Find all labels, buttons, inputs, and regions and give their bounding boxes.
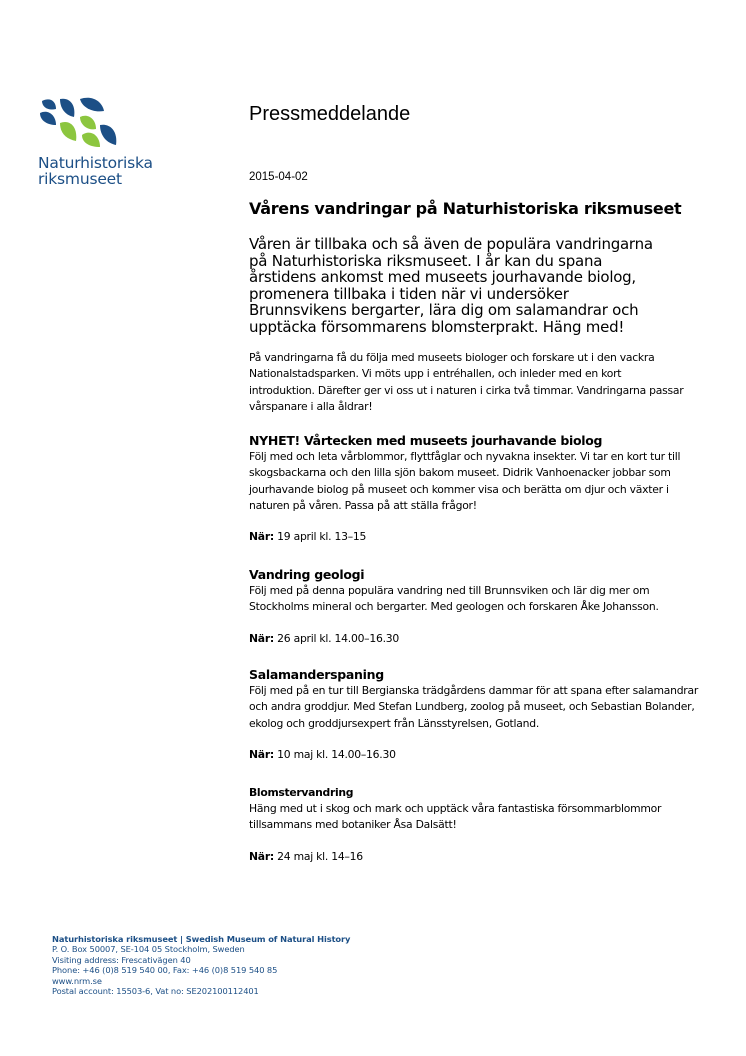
section-when xyxy=(249,632,699,645)
when-label: När: xyxy=(249,631,274,645)
when-value: 24 maj kl. 14–16 xyxy=(273,849,363,863)
when-value: 26 april kl. 14.00–16.30 xyxy=(273,631,399,645)
section-salamander xyxy=(249,667,699,761)
section-text: Följ med på en tur till Bergianska trädgårdens dammar för att spana efter salamandrar och andra groddjur. Med Stefan Lundberg, zoolog på museet, och Sebastian Bolander, ekolog och groddjursexpert från Länsstyrelsen, Gotland. xyxy=(249,684,699,730)
footer-phone: Phone: +46 (0)8 519 540 00, Fax: +46 (0)8 519 540 85 xyxy=(52,965,278,976)
section-heading: Vandring geologi xyxy=(249,567,365,582)
publish-date: 2015-04-02 xyxy=(249,171,308,183)
footer-visiting-address: Visiting address: Frescativägen 40 xyxy=(52,954,191,965)
section-text: Följ med på denna populära vandring ned till Brunnsviken och lär dig mer om Stockholms mineral och bergarter. Med geologen och forskaren Åke Johansson. xyxy=(249,584,659,614)
footer-postal-account: Postal account: 15503-6, Vat no: SE202100112401 xyxy=(52,986,259,997)
when-label: När: xyxy=(249,530,274,544)
section-vartecken xyxy=(249,433,699,543)
section-heading: NYHET! Vårtecken med museets jourhavande biolog xyxy=(249,433,603,448)
leaf-logo-icon xyxy=(38,95,118,149)
intro-paragraph: På vandringarna få du följa med museets biologer och forskare ut i den vackra Nationalstadsparken. Vi möts upp i entréhallen, och inleder med en kort introduktion. Därefter ger vi oss ut i naturen i cirka två timmar. Vandringarna passar vårspanare i alla åldrar! xyxy=(249,351,684,413)
logo-text-line2: riksmuseet xyxy=(38,170,122,188)
page-title: Vårens vandringar på Naturhistoriska riksmuseet xyxy=(249,199,682,218)
section-geologi xyxy=(249,567,699,645)
when-value: 10 maj kl. 14.00–16.30 xyxy=(273,747,396,761)
section-text: Följ med och leta vårblommor, flyttfåglar och nyvakna insekter. Vi tar en kort tur till skogsbackarna och den lilla sjön bakom museet. Didrik Vanhoenacker jobbar som jourhavande biolog på museet och kommer visa och berätta om djur och växter i naturen på våren. Passa på att ställa frågor! xyxy=(249,450,681,512)
footer-address: P. O. Box 50007, SE-104 05 Stockholm, Sweden xyxy=(52,944,245,955)
section-blomster xyxy=(249,785,699,863)
section-when xyxy=(249,850,699,863)
section-heading: Blomstervandring xyxy=(249,786,354,799)
when-label: När: xyxy=(249,747,274,761)
section-heading: Salamanderspaning xyxy=(249,667,384,682)
when-value: 19 april kl. 13–15 xyxy=(273,530,367,544)
logo-text-line1: Naturhistoriska xyxy=(38,154,153,172)
document-type: Pressmeddelande xyxy=(249,103,411,125)
footer xyxy=(52,934,350,996)
when-label: När: xyxy=(249,849,274,863)
museum-logo xyxy=(38,95,178,187)
lead-paragraph: Våren är tillbaka och så även de populära vandringarna på Naturhistoriska riksmuseet. I år kan du spana årstidens ankomst med museets jourhavande biolog, promenera tillbaka i tiden när vi undersöker Brunnsvikens bergarter, lära dig om salamandrar och upptäcka försommarens blomsterprakt. Häng med! xyxy=(249,235,653,336)
footer-website: www.nrm.se xyxy=(52,975,102,986)
footer-org: Naturhistoriska riksmuseet | Swedish Museum of Natural History xyxy=(52,934,351,944)
section-text: Häng med ut i skog och mark och upptäck våra fantastiska försommarblommor tillsammans med botaniker Åsa Dalsätt! xyxy=(249,802,662,832)
section-when xyxy=(249,530,699,543)
section-when xyxy=(249,748,699,761)
